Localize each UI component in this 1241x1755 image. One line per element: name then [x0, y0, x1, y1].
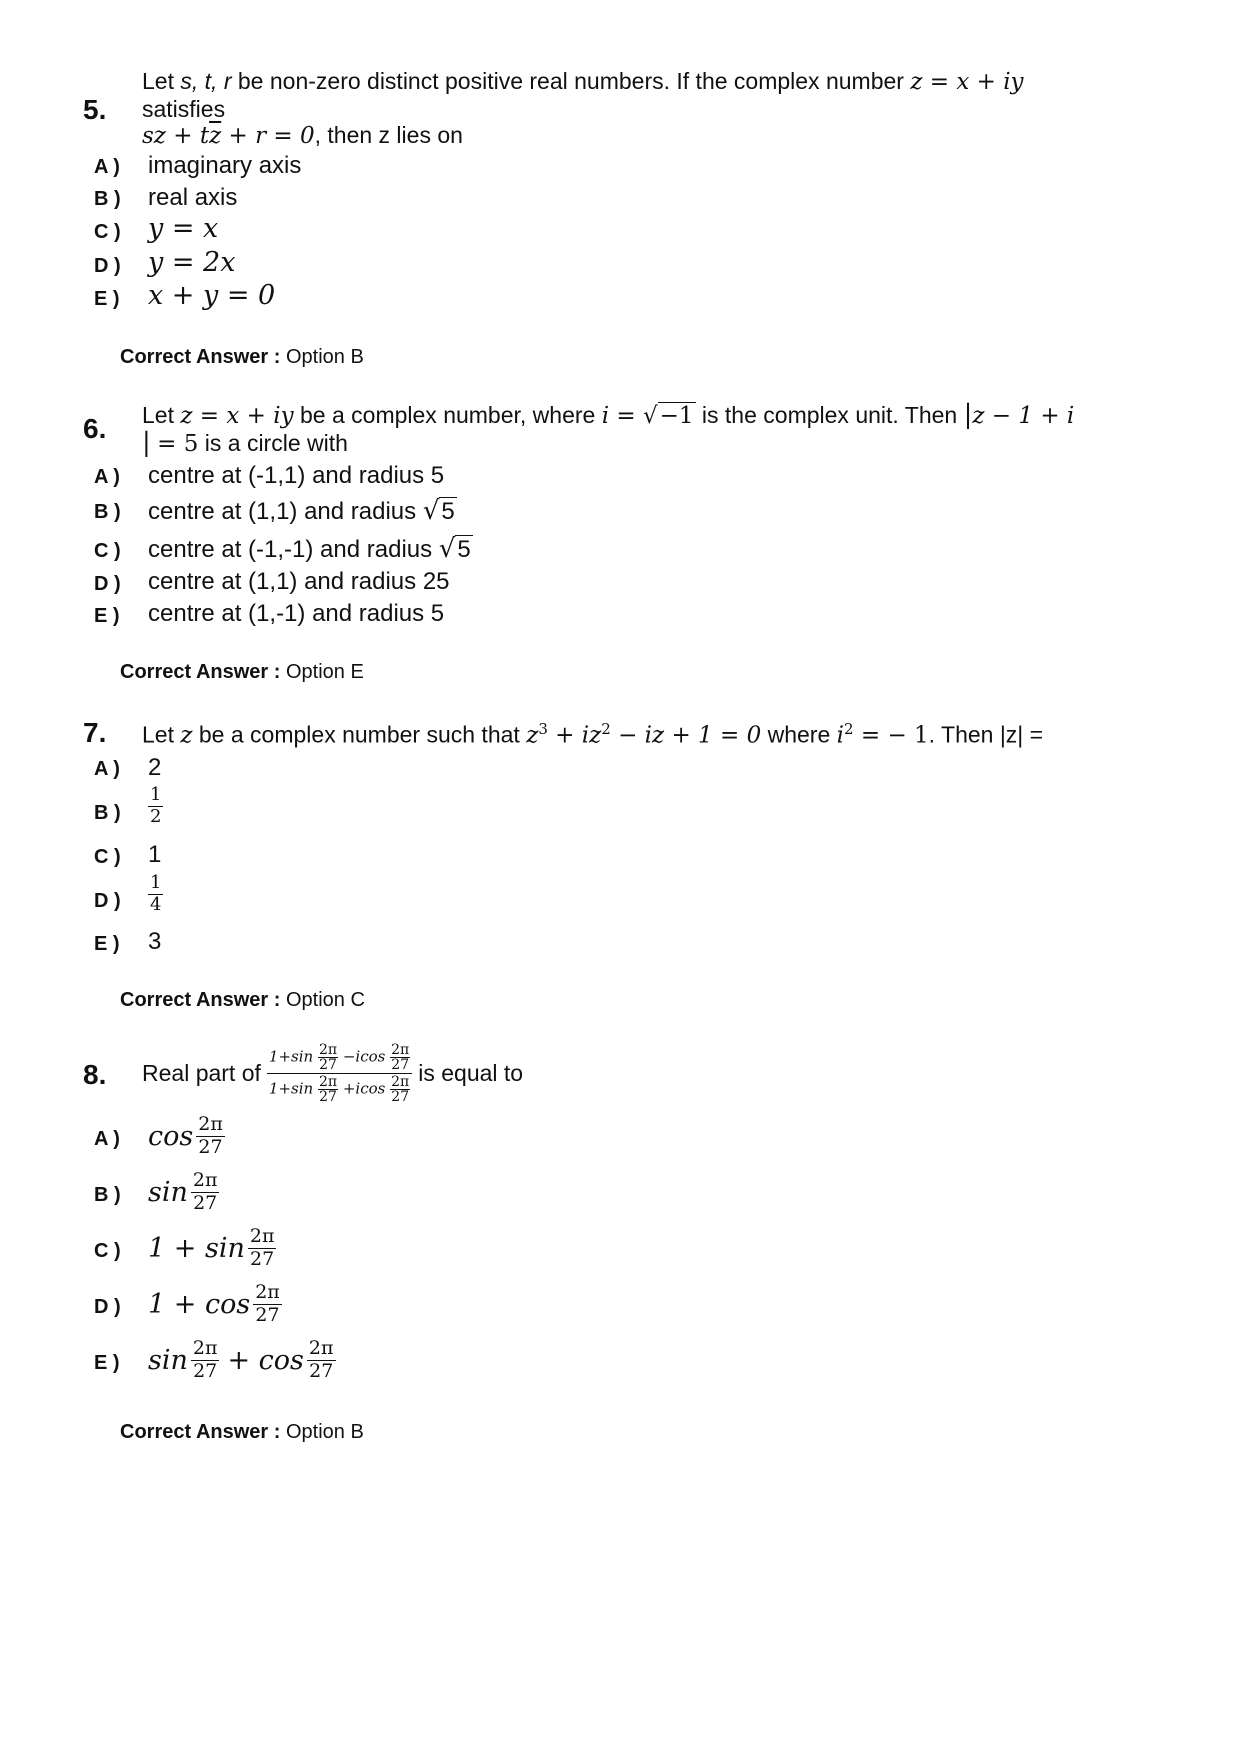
option-text-d[interactable]: 1 + cos $\frac{2\pi}{27}$	[148, 1280, 280, 1326]
option-label-a: A )	[94, 1128, 120, 1150]
option-label-e: E )	[94, 288, 120, 310]
option-label-c: C )	[94, 846, 121, 868]
option-label-d: D )	[94, 573, 121, 595]
option-label-b: B )	[94, 802, 121, 824]
option-text-c[interactable]: 1 + sin $\frac{2\pi}{27}$	[148, 1224, 275, 1270]
correct-answer-value: Option B	[285, 346, 364, 368]
option-text-c[interactable]: centre at (-1,-1) and radius √5	[148, 534, 471, 564]
option-text-a[interactable]: centre at (-1,1) and radius 5	[148, 462, 445, 489]
option-label-a: A )	[94, 466, 120, 488]
question-number: 8.	[83, 1059, 107, 1090]
question-stem: Real part of 1+sin $\frac{2\pi}{27}$ −icos $\frac{2\pi}{27}$ 1+sin $\frac{2\pi}{27}$ +icos $\frac{2\pi}{27}$ is equal to	[142, 1041, 524, 1105]
option-label-c: C )	[94, 221, 121, 243]
stem-fraction-denominator: 1+sin $\frac{2\pi}{27}$ +icos $\frac{2\pi}{27}$	[268, 1073, 410, 1105]
question-stem-line2: satisfies	[142, 96, 226, 122]
option-label-a: A )	[94, 758, 120, 780]
option-text-e[interactable]: sin $\frac{2\pi}{27}$ + cos $\frac{2\pi}{27}$	[148, 1336, 334, 1382]
option-label-e: E )	[94, 605, 120, 627]
option-text-a[interactable]: 2	[148, 754, 162, 781]
option-text-a[interactable]: imaginary axis	[148, 152, 302, 179]
option-label-e: E )	[94, 933, 120, 955]
option-label-d: D )	[94, 1296, 121, 1318]
option-text-b[interactable]: real axis	[148, 184, 238, 211]
option-label-b: B )	[94, 188, 121, 210]
option-text-c[interactable]: y = x	[148, 213, 219, 244]
question-stem-line3: sz + $t\overline{z} + r = 0$, then z lies on	[142, 122, 463, 149]
correct-answer	[120, 989, 365, 1012]
correct-answer	[120, 346, 364, 369]
option-label-c: C )	[94, 1240, 121, 1262]
option-text-b[interactable]: centre at (1,1) and radius √5	[148, 496, 455, 526]
option-text-e[interactable]: 3	[148, 928, 162, 955]
question-number: 5.	[83, 94, 107, 125]
option-label-c: C )	[94, 540, 121, 562]
correct-answer	[120, 1421, 364, 1444]
option-label-d: D )	[94, 890, 121, 912]
correct-answer-label: Correct Answer :	[120, 989, 281, 1011]
question-stem-line2: | = 5 is a circle with	[142, 428, 348, 458]
correct-answer-label: Correct Answer :	[120, 661, 281, 683]
option-text-d[interactable]: y = 2x	[148, 247, 236, 278]
option-text-c[interactable]: 1	[148, 841, 162, 868]
option-text-b[interactable]: $\frac{1}{2}$	[150, 784, 162, 827]
correct-answer-value: Option C	[285, 989, 365, 1011]
option-label-d: D )	[94, 255, 121, 277]
option-text-d[interactable]: centre at (1,1) and radius 25	[148, 568, 450, 595]
question-stem-line1: Let s, t, r be non-zero distinct positive real numbers. If the complex number z = x + iy	[142, 68, 1024, 95]
correct-answer-label: Correct Answer :	[120, 1421, 281, 1443]
correct-answer-label: Correct Answer :	[120, 346, 281, 368]
option-text-b[interactable]: sin $\frac{2\pi}{27}$	[148, 1168, 218, 1214]
question-number: 6.	[83, 413, 107, 444]
stem-fraction	[267, 1043, 412, 1104]
question-number: 7.	[83, 717, 107, 748]
option-label-b: B )	[94, 1184, 121, 1206]
correct-answer	[120, 661, 364, 684]
correct-answer-value: Option E	[285, 661, 364, 683]
question-stem-line1: Let z = x + iy be a complex number, where i = √−1 is the complex unit. Then |z − 1 + i	[142, 400, 1075, 430]
correct-answer-value: Option B	[285, 1421, 364, 1443]
option-text-a[interactable]: cos $\frac{2\pi}{27}$	[148, 1112, 223, 1158]
option-text-d[interactable]: $\frac{1}{4}$	[150, 872, 162, 915]
option-text-e[interactable]: x + y = 0	[148, 280, 276, 311]
question-stem: Let z be a complex number such that $z^3 + iz^2$ − iz + 1 = 0 where $i^2$ = − 1. Then |z| =	[142, 720, 1044, 749]
option-label-a: A )	[94, 156, 120, 178]
option-label-e: E )	[94, 1352, 120, 1374]
option-label-b: B )	[94, 501, 121, 523]
option-text-e[interactable]: centre at (1,-1) and radius 5	[148, 600, 445, 627]
stem-fraction-numerator: 1+sin $\frac{2\pi}{27}$ −icos $\frac{2\pi}{27}$	[267, 1043, 412, 1074]
